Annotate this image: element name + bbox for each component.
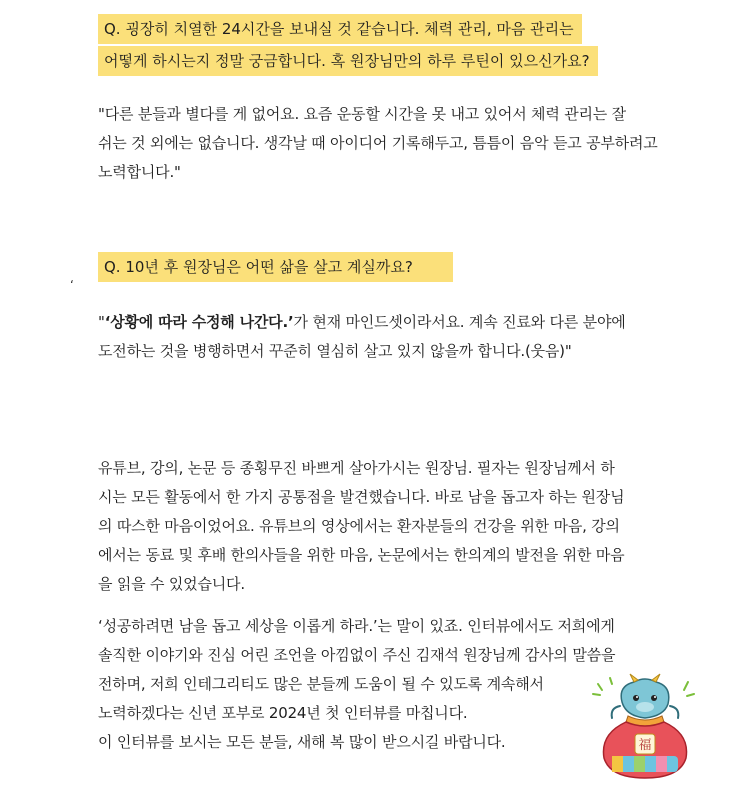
answer-1 [98,100,682,187]
closing-line-4: 노력하겠다는 신년 포부로 2024년 첫 인터뷰를 마칩니다. [98,704,468,722]
question-1-line-2: 어떻게 하시는지 정말 궁금합니다. 혹 원장님만의 하루 루틴이 있으신가요? [98,46,598,76]
answer-1-line-1: "다른 분들과 별다를 게 없어요. 요즘 운동할 시간을 못 내고 있어서 체력 관리는 잘 [98,105,626,123]
summary-line-1: 유튜브, 강의, 논문 등 종횡무진 바쁘게 살아가시는 원장님. 필자는 원장님께서 하 [98,459,615,477]
closing-line-3: 전하며, 저희 인테그리티도 많은 분들께 도움이 될 수 있도록 계속해서 [98,675,544,693]
question-2 [98,252,453,284]
lucky-bag-icon [603,716,686,778]
answer-2-line-2: 도전하는 것을 병행하면서 꾸준히 열심히 살고 있지 않을까 합니다.(웃음)" [98,342,572,360]
answer-1-line-2: 쉬는 것 외에는 없습니다. 생각날 때 아이디어 기록해두고, 틈틈이 음악 듣고 공부하려고 [98,134,658,152]
summary-line-3: 의 따스한 마음이었어요. 유튜브의 영상에서는 환자분들의 건강을 위한 마음, 강의 [98,517,620,535]
answer-2-bold-phrase: ‘상황에 따라 수정해 나간다.’ [104,313,294,331]
closing-line-5: 이 인터뷰를 보시는 모든 분들, 새해 복 많이 받으시길 바랍니다. [98,733,506,751]
summary-line-2: 시는 모든 활동에서 한 가지 공통점을 발견했습니다. 바로 남을 돕고자 하는 원장님 [98,488,625,506]
dragon-lucky-bag-illustration [590,672,700,782]
answer-1-line-3: 노력합니다." [98,163,181,181]
summary-paragraph [98,454,682,599]
question-1-line-1: Q. 굉장히 치열한 24시간을 보내실 것 같습니다. 체력 관리, 마음 관리는 [98,14,582,44]
closing-line-2: 솔직한 이야기와 진심 어린 조언을 아낌없이 주신 김재석 원장님께 감사의 말씀을 [98,646,616,664]
closing-line-1: ‘성공하려면 남을 돕고 세상을 이롭게 하라.’는 말이 있죠. 인터뷰에서도 저희에게 [98,617,615,635]
summary-line-4: 에서는 동료 및 후배 한의사들을 위한 마음, 논문에서는 한의계의 발전을 위한 마음 [98,546,625,564]
answer-2-open-quote: " [98,313,105,331]
bag-label: 福 [638,738,652,753]
stray-quote-mark: ‘ [70,278,74,292]
answer-2 [98,308,682,366]
answer-2-line-1 [98,308,682,337]
question-1 [98,14,598,78]
answer-2-line-1-rest: 가 현재 마인드셋이라서요. 계속 진료와 다른 분야에 [293,313,626,331]
dragon-icon [612,674,679,718]
summary-line-5: 을 읽을 수 있었습니다. [98,575,245,593]
question-2-line-1: Q. 10년 후 원장님은 어떤 삶을 살고 계실까요? [98,252,453,282]
